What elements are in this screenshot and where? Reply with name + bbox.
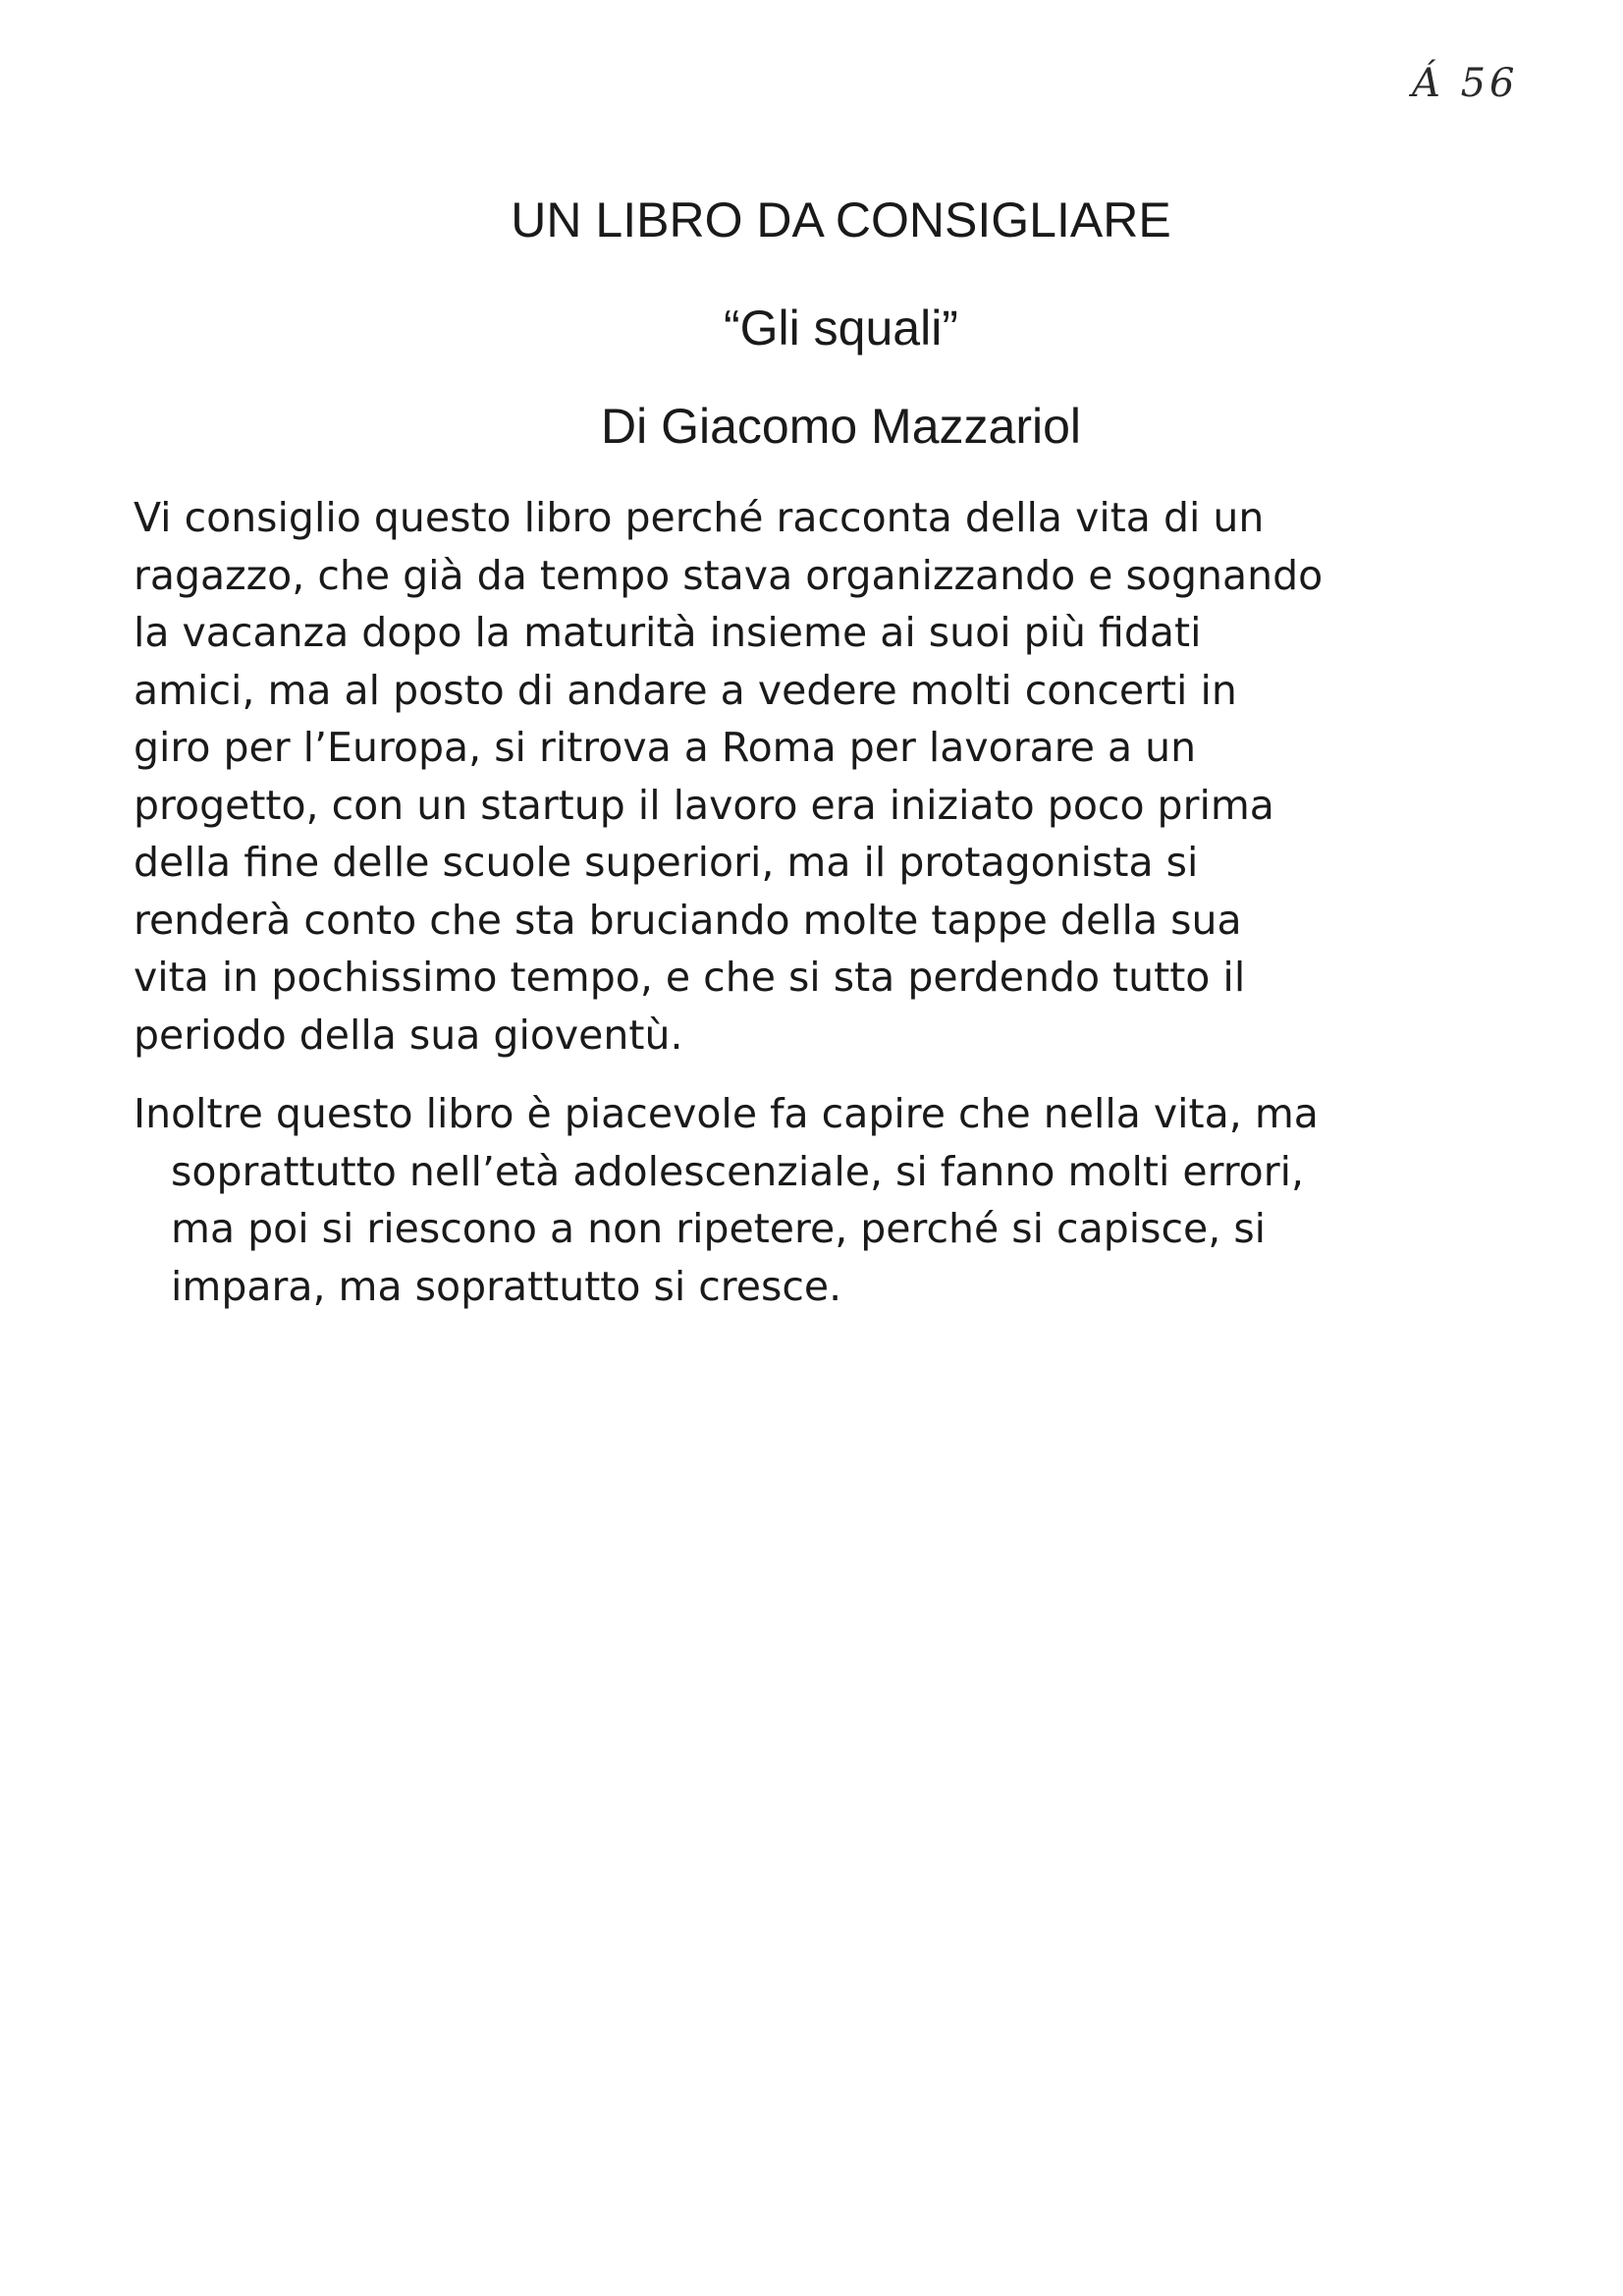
paragraph-line: renderà conto che sta bruciando molte tappe della sua [134, 896, 1242, 944]
paragraph-line: soprattutto nell’età adolescenziale, si fanno molti errori, [171, 1147, 1305, 1195]
paragraph-line: vita in pochissimo tempo, e che si sta perdendo tutto il [134, 954, 1246, 1001]
paragraph-line: periodo della sua gioventù. [134, 1011, 683, 1059]
book-title: “Gli squali” [724, 301, 958, 355]
paragraph-line: impara, ma soprattutto si cresce. [171, 1262, 842, 1310]
paragraph-line: ragazzo, che già da tempo stava organizzando e sognando [134, 551, 1324, 599]
book-author: Di Giacomo Mazzariol [600, 399, 1081, 454]
paragraph-line: giro per l’Europa, si ritrova a Roma per lavorare a un [134, 724, 1197, 771]
paragraph-line: ma poi si riescono a non ripetere, perché si capisce, si [171, 1205, 1267, 1252]
paragraph-line: la vacanza dopo la maturità insieme ai suoi più fidati [134, 609, 1202, 656]
handwritten-page-number: Á 56 [1412, 61, 1519, 106]
paragraph-1 [134, 489, 1488, 1064]
paragraph-line: Inoltre questo libro è piacevole fa capire che nella vita, ma [134, 1090, 1319, 1137]
paragraph-line: progetto, con un startup il lavoro era iniziato poco prima [134, 781, 1274, 829]
paragraph-line: della fine delle scuole superiori, ma il protagonista si [134, 839, 1199, 886]
paragraph-2 [134, 1085, 1488, 1315]
paragraph-line: amici, ma al posto di andare a vedere molti concerti in [134, 666, 1237, 714]
page-title: UN LIBRO DA CONSIGLIARE [511, 192, 1171, 247]
paragraph-line: Vi consiglio questo libro perché racconta della vita di un [134, 494, 1265, 541]
